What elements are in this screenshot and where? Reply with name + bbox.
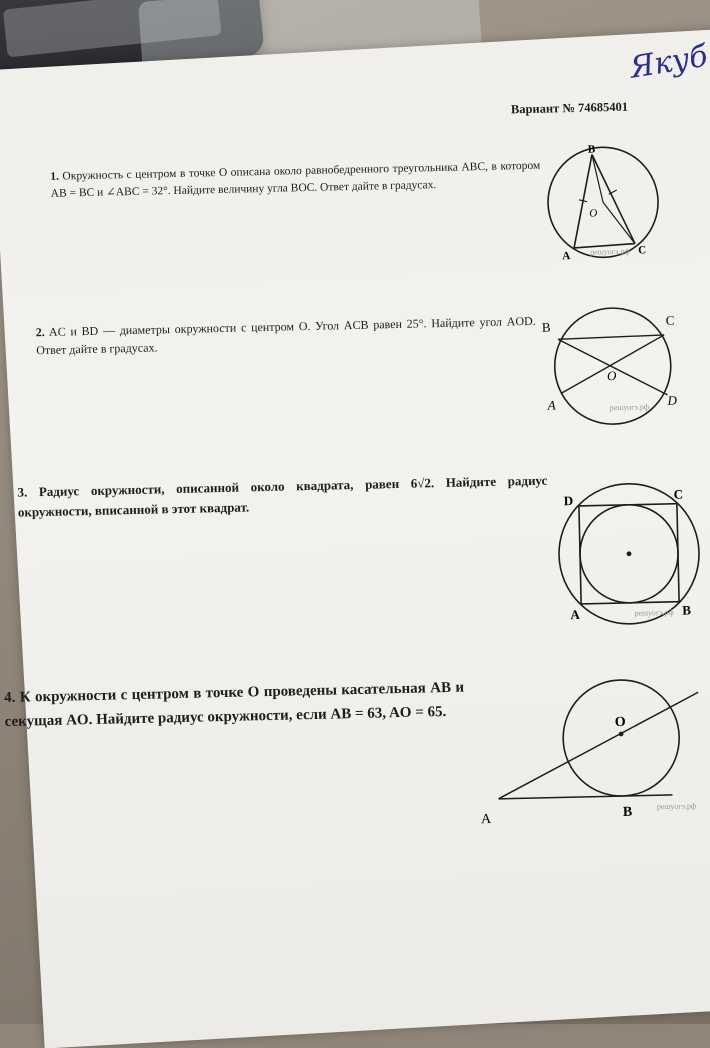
problem-1-number: 1. <box>50 170 60 183</box>
label-b: B <box>682 602 692 618</box>
problem-4-figure <box>470 672 704 837</box>
watermark: решуогэ.рф <box>634 607 674 618</box>
problem-3-text: Радиус окружности, описанной около квадрата, равен 6√2. Найдите радиус окружности, вписанной в этот квадрат. <box>17 472 548 520</box>
label-a: A <box>480 811 492 828</box>
handwritten-signature: Якуб <box>627 38 710 86</box>
problem-4-number: 4. <box>3 689 16 707</box>
problem-4 <box>4 676 465 734</box>
label-c: C <box>665 312 675 328</box>
label-a: A <box>570 606 580 623</box>
problem-4-text: К окружности с центром в точке O проведены касательная AB и секущая AO. Найдите радиус окружности, если AB = 63, AO = 65. <box>4 679 465 730</box>
label-b: B <box>622 804 633 820</box>
radius-ob <box>592 154 603 202</box>
label-c: C <box>673 486 684 502</box>
label-d: D <box>667 392 678 408</box>
label-o: O <box>589 207 598 220</box>
problem-2-number: 2. <box>35 324 45 340</box>
label-c: C <box>638 244 647 257</box>
label-a: A <box>547 397 556 413</box>
diameter-ac <box>560 335 665 393</box>
chord-bc <box>558 335 664 339</box>
label-b: B <box>587 143 596 156</box>
label-o: O <box>606 368 617 384</box>
problem-3-figure <box>547 480 710 634</box>
label-d: D <box>563 493 574 509</box>
problem-2 <box>36 312 537 359</box>
watermark: решуогэ.рф <box>656 801 697 812</box>
problem-1 <box>50 158 541 203</box>
label-a: A <box>562 250 571 263</box>
problem-2-figure <box>535 302 688 430</box>
variant-number: Вариант № 74685401 <box>510 99 629 117</box>
radius-oc <box>603 202 635 245</box>
problem-1-text: Окружность с центром в точке O описана около равнобедренного треугольника ABC, в котором AB = BC и ∠ABC = 32°. Найдите величину угла BOC. Ответ дайте в градусах. <box>50 159 541 200</box>
label-o: O <box>614 714 626 731</box>
problem-2-text: AC и BD — диаметры окружности с центром O. Угол ACB равен 25°. Найдите угол AOD. Ответ дайте в градусах. <box>36 313 536 358</box>
watermark: решуогэ.рф <box>609 402 650 413</box>
problem-1-figure <box>540 143 673 266</box>
circle <box>562 679 681 798</box>
secant-ao <box>496 692 700 799</box>
label-b: B <box>541 319 551 335</box>
problem-3 <box>17 471 548 523</box>
center-point <box>627 551 632 556</box>
tangent-ab <box>499 795 673 799</box>
side-bc <box>592 154 635 245</box>
watermark: решуогэ.рф <box>590 246 630 257</box>
problem-3-number: 3. <box>17 484 28 500</box>
